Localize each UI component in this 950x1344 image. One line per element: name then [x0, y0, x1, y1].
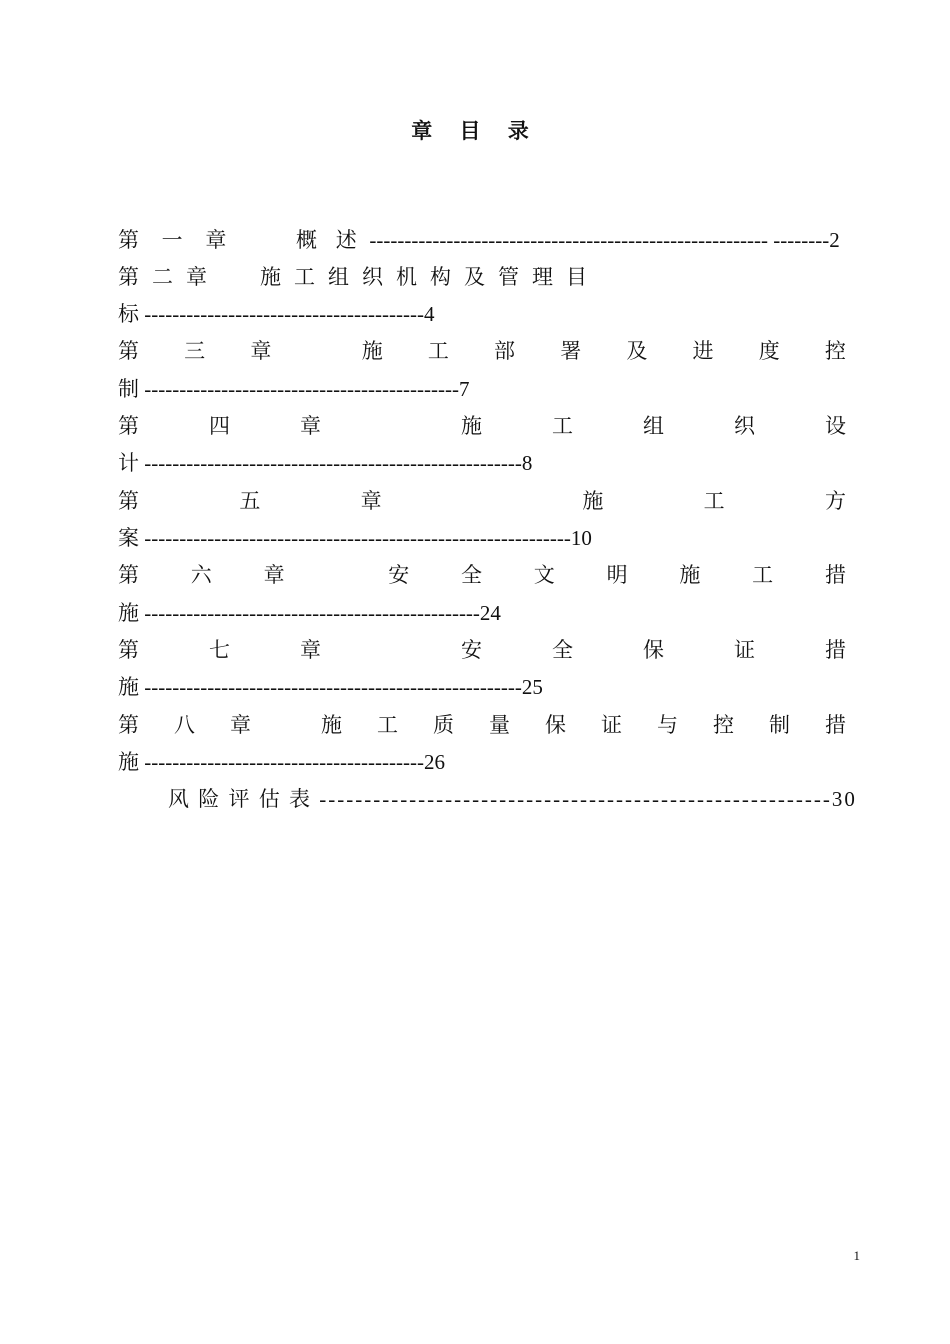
toc-char: 署	[560, 339, 582, 363]
toc-char: 工	[427, 339, 449, 363]
toc-entry-5[interactable]	[118, 486, 846, 516]
toc-second-line: 计 ------------------------------------------------------8	[118, 451, 533, 475]
toc-char: 保	[545, 713, 566, 737]
toc-char: 文	[533, 563, 555, 587]
toc-char: 方	[824, 489, 846, 513]
toc-second-line: 施 ------------------------------------------------24	[118, 601, 501, 625]
toc-char: 六	[190, 563, 212, 587]
toc-char: 第	[118, 339, 139, 363]
toc-entry-7-cont	[118, 672, 846, 702]
toc-char: 工	[294, 265, 315, 289]
toc-char: 管	[498, 265, 519, 289]
toc-char: 施	[461, 414, 482, 438]
toc-chapter-label: 第 一 章	[118, 228, 235, 252]
toc-second-line: 施 ----------------------------------------26	[118, 750, 445, 774]
toc-char: 章	[300, 638, 321, 662]
toc-char: 质	[433, 713, 454, 737]
toc-char: 全	[460, 563, 482, 587]
toc-char: 三	[184, 339, 206, 363]
toc-char: 措	[825, 638, 846, 662]
toc-char: 构	[430, 265, 451, 289]
toc-char: 第	[118, 638, 139, 662]
toc-char: 及	[464, 265, 485, 289]
toc-char: 章	[186, 265, 207, 289]
toc-entry-3[interactable]	[118, 336, 846, 366]
toc-entry-6[interactable]	[118, 560, 846, 590]
toc-char: 及	[626, 339, 648, 363]
toc-char: 部	[494, 339, 516, 363]
toc-char: 第	[118, 414, 139, 438]
toc-char: 进	[692, 339, 714, 363]
toc-entry-title: 概 述	[296, 228, 363, 252]
toc-char: 工	[752, 563, 774, 587]
toc-second-line: 标 ----------------------------------------4	[118, 302, 435, 326]
toc-char: 全	[552, 638, 573, 662]
toc-char: 第	[118, 563, 139, 587]
toc-char: 设	[825, 414, 846, 438]
toc-entry-6-cont	[118, 598, 846, 628]
toc-char: 与	[657, 713, 678, 737]
toc-char: 保	[643, 638, 664, 662]
toc-char: 证	[734, 638, 755, 662]
toc-char: 证	[601, 713, 622, 737]
toc-entry-8-cont	[118, 747, 846, 777]
toc-char: 组	[328, 265, 349, 289]
toc-char: 章	[250, 339, 272, 363]
toc-char: 施	[321, 713, 342, 737]
toc-char: 章	[263, 563, 285, 587]
toc-entry-2[interactable]	[118, 262, 846, 292]
toc-char: 四	[209, 414, 230, 438]
toc-char: 施	[679, 563, 701, 587]
toc-entry-appendix[interactable]	[168, 784, 896, 814]
toc-char: 织	[734, 414, 755, 438]
toc-char: 度	[758, 339, 780, 363]
toc-entry-5-cont	[118, 523, 846, 553]
toc-char: 措	[824, 563, 846, 587]
toc-char: 目	[566, 265, 587, 289]
toc-entry-1[interactable]	[118, 225, 846, 255]
toc-char: 施	[260, 265, 281, 289]
toc-entry-4[interactable]	[118, 411, 846, 441]
toc-char: 安	[461, 638, 482, 662]
toc-char: 二	[152, 265, 173, 289]
toc-char: 控	[713, 713, 734, 737]
toc-entry-2-cont	[118, 299, 846, 329]
toc-char: 五	[239, 489, 261, 513]
toc-char: 章	[230, 713, 251, 737]
page-title: 章 目 录	[411, 118, 539, 143]
toc-char: 第	[118, 265, 139, 289]
toc-second-line: 施 ------------------------------------------------------25	[118, 675, 543, 699]
toc-second-line: 制 ---------------------------------------------7	[118, 377, 470, 401]
toc-char: 章	[360, 489, 382, 513]
toc-entry-8[interactable]	[118, 710, 846, 740]
toc-char: 章	[300, 414, 321, 438]
toc-char: 施	[361, 339, 383, 363]
toc-char: 第	[118, 489, 139, 513]
toc-char: 工	[552, 414, 573, 438]
page-number: 1	[853, 1248, 860, 1263]
toc-entry-4-cont	[118, 448, 846, 478]
toc-char: 制	[769, 713, 790, 737]
toc-char: 织	[362, 265, 383, 289]
toc-char: 控	[824, 339, 846, 363]
toc-entry-7[interactable]	[118, 635, 846, 665]
toc-entry-3-cont	[118, 374, 846, 404]
toc-char: 明	[606, 563, 628, 587]
toc-char: 机	[396, 265, 417, 289]
toc-char: 八	[174, 713, 195, 737]
toc-second-line: 案 -------------------------------------------------------------10	[118, 526, 592, 550]
toc-char: 理	[532, 265, 553, 289]
toc-char: 措	[825, 713, 846, 737]
toc-char: 施	[582, 489, 604, 513]
toc-char: 七	[209, 638, 230, 662]
toc-appendix-text: 风 险 评 估 表 ---------------------------------------------------------30	[168, 787, 857, 811]
toc-char: 第	[118, 713, 139, 737]
toc-char: 工	[703, 489, 725, 513]
toc-char: 工	[377, 713, 398, 737]
toc-leader-page: --------------------------------------------------------- --------2	[369, 228, 840, 252]
toc-char: 安	[388, 563, 410, 587]
toc-char: 量	[489, 713, 510, 737]
toc-char: 组	[643, 414, 664, 438]
toc-first-line	[118, 265, 600, 289]
